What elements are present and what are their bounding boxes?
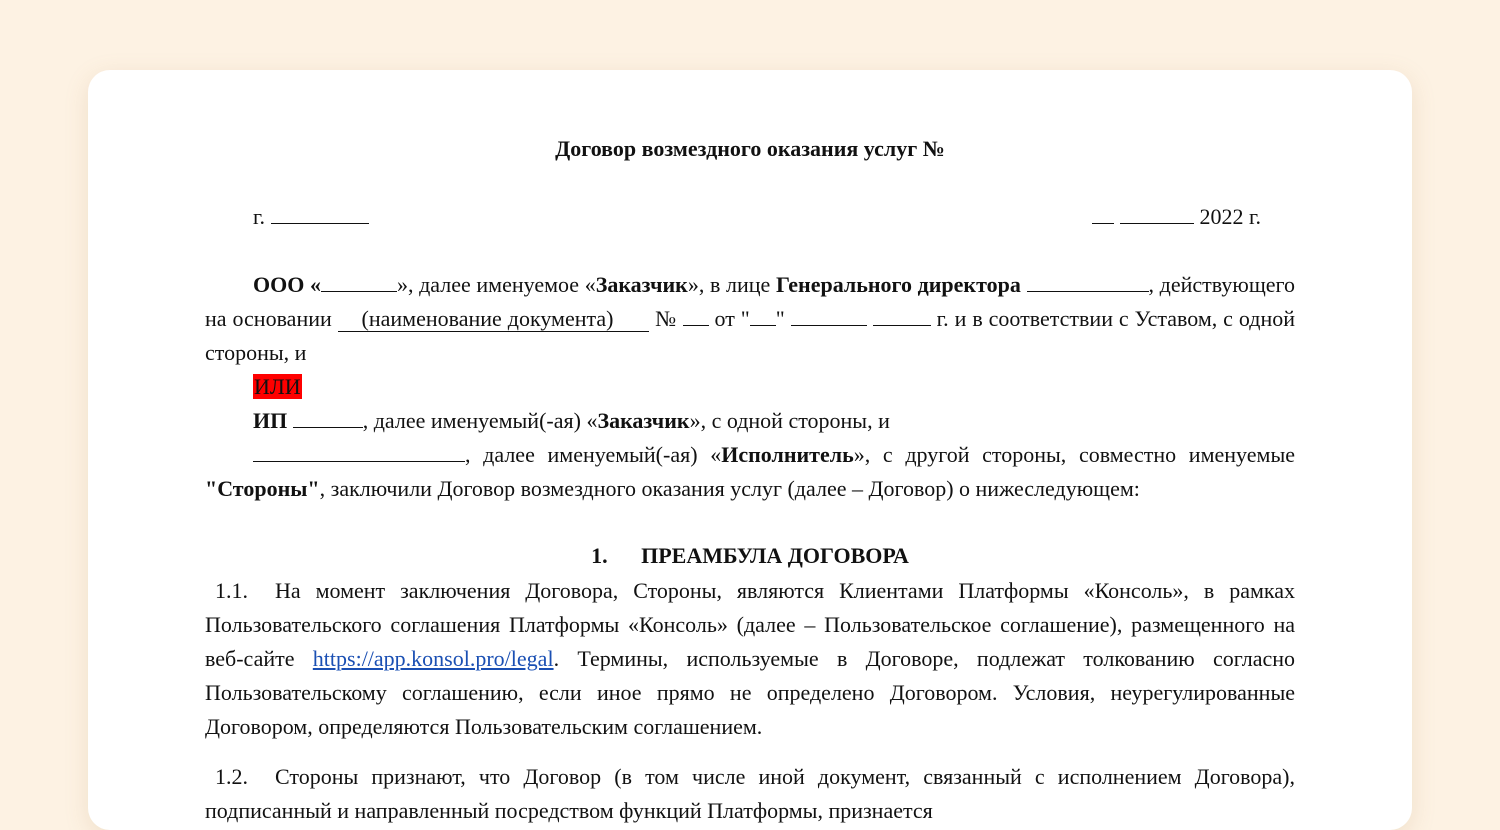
basis-document-blank: (наименование документа)	[338, 306, 649, 332]
director-name-blank	[1027, 273, 1149, 292]
org-prefix: ООО «	[253, 272, 321, 297]
party1-paragraph: ООО « », далее именуемое «Заказчик», в лице Генерального директора , действующего на основании (наименование документа) № от " " г. и в соответствии с Уставом, с одной стороны, и	[205, 272, 1296, 365]
role-executor: Исполнитель	[721, 442, 854, 467]
org-name-blank	[321, 273, 397, 292]
or-line	[253, 370, 302, 404]
doc-day-blank	[750, 307, 776, 326]
party2-paragraph: , далее именуемый(-ая) «Исполнитель», с другой стороны, совместно именуемые "Стороны", заключили Договор возмездного оказания услуг (далее – Договор) о нижеследующем:	[205, 442, 1295, 501]
city-date-line	[205, 204, 1261, 234]
city-field: г.	[253, 204, 369, 230]
day-blank	[1092, 205, 1114, 224]
legal-link[interactable]: https://app.konsol.pro/legal	[312, 646, 554, 671]
ip-name-blank	[293, 409, 363, 428]
section-heading: 1. ПРЕАМБУЛА ДОГОВОРА	[591, 543, 909, 568]
document-sheet	[88, 70, 1412, 830]
or-highlight: ИЛИ	[254, 374, 301, 399]
clause-1-1: 1.1. На момент заключения Договора, Стороны, являются Клиентами Платформы «Консоль», в рамках Пользовательского соглашения Платформы «Консоль» (далее – Пользовательское соглашение), размещенного на веб-сайте https://app.konsol.pro/legal. Термины, используемые в Договоре, подлежат толкованию согласно Пользовательскому соглашению, если иное прямо не определено Договором. Условия, неурегулированные Договором, определяются Пользовательским соглашением.	[205, 578, 1295, 739]
director-position: Генерального директора	[775, 272, 1021, 297]
doc-year-blank	[873, 307, 931, 326]
document-title: Договор возмездного оказания услуг №	[555, 136, 945, 161]
ip-line: ИП , далее именуемый(-ая) «Заказчик», с одной стороны, и	[253, 408, 890, 433]
role-customer: Заказчик	[595, 272, 688, 297]
executor-name-blank	[253, 443, 465, 462]
doc-number-blank	[683, 307, 709, 326]
clause-1-2: 1.2. Стороны признают, что Договор (в том числе иной документ, связанный с исполнением Договора), подписанный и направленный посредством функций Платформы, признается	[205, 764, 1295, 823]
date-field: 2022 г.	[1092, 204, 1261, 230]
month-blank	[1120, 205, 1194, 224]
city-blank	[271, 205, 369, 224]
doc-month-blank	[791, 307, 867, 326]
